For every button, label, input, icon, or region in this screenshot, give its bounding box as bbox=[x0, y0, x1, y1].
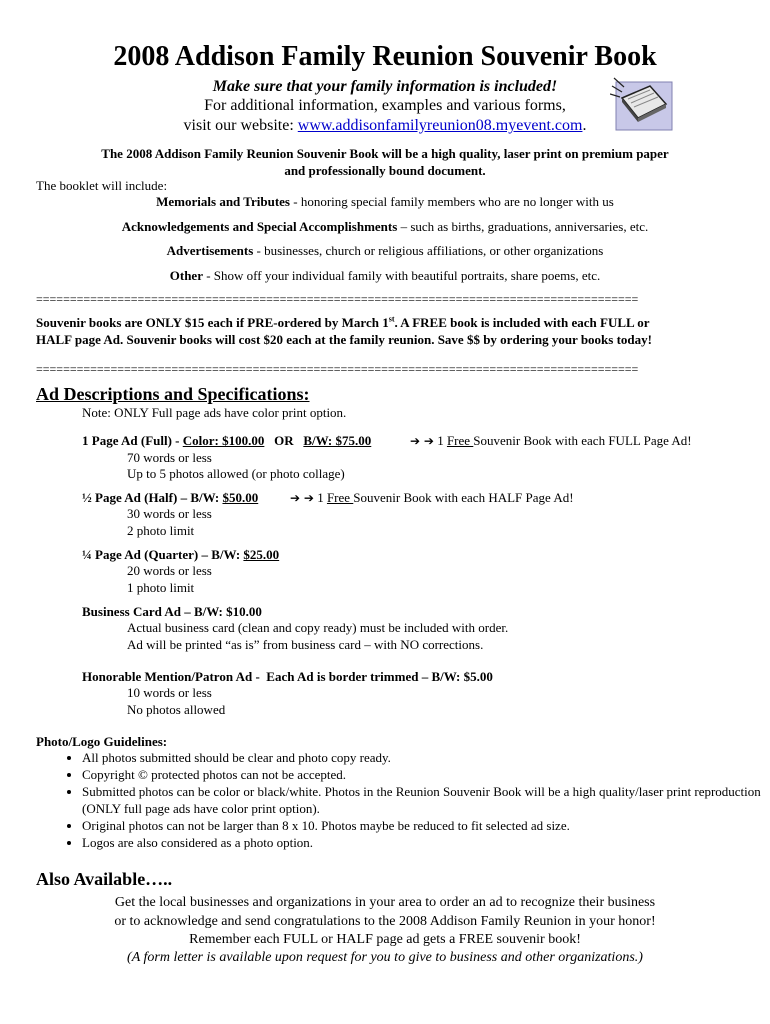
list-item: • Copyright © protected photos can not be accepted. bbox=[82, 766, 770, 783]
include-name: Advertisements bbox=[166, 243, 254, 258]
free-text: Free bbox=[446, 433, 474, 448]
ad-detail: 70 words or less bbox=[127, 450, 212, 465]
ad-full-color-price: Color: $100.00 bbox=[182, 433, 265, 448]
include-name: Acknowledgements and Special Accomplishments bbox=[121, 219, 398, 234]
include-desc: - honoring special family members who are no longer with us bbox=[290, 194, 614, 209]
website-suffix: . bbox=[582, 117, 587, 134]
ad-detail: Ad will be printed “as is” from business card – with NO corrections. bbox=[127, 637, 484, 652]
ad-detail: 20 words or less bbox=[127, 563, 212, 578]
ad-business-heading: Business Card Ad – B/W: $10.00 bbox=[82, 604, 262, 619]
pricing-superscript: st bbox=[388, 314, 395, 324]
book-icon bbox=[610, 72, 674, 132]
ad-detail: 2 photo limit bbox=[127, 523, 195, 538]
ad-quarter-label: ¼ Page Ad (Quarter) – B/W: bbox=[82, 547, 244, 562]
intro-line: and professionally bound document. bbox=[284, 163, 486, 178]
include-name: Other bbox=[169, 268, 203, 283]
bonus-text: Souvenir Book with each HALF Page Ad! bbox=[353, 490, 574, 505]
list-item: • Logos are also considered as a photo option. bbox=[82, 834, 770, 851]
ad-full-or: OR bbox=[264, 433, 304, 448]
photo-guidelines-heading: Photo/Logo Guidelines: bbox=[36, 734, 168, 749]
include-item bbox=[0, 242, 770, 259]
ad-full-bw-price: B/W: $75.00 bbox=[303, 433, 372, 448]
ad-detail: 10 words or less bbox=[127, 685, 212, 700]
list-item: • Submitted photos can be color or black/white. Photos in the Reunion Souvenir Book will be a high quality/laser print reproduction (ONLY full page ads have color print option). bbox=[82, 783, 770, 817]
include-desc: - Show off your individual family with beautiful portraits, share poems, etc. bbox=[202, 268, 601, 283]
ad-full-heading bbox=[82, 432, 371, 449]
ad-detail: Up to 5 photos allowed (or photo collage) bbox=[127, 466, 345, 481]
ad-detail: No photos allowed bbox=[127, 702, 226, 717]
pricing-line bbox=[36, 314, 736, 331]
ad-quarter-price: $25.00 bbox=[243, 547, 280, 562]
pricing-text: Souvenir books are ONLY $15 each if PRE-ordered by March 1 bbox=[36, 315, 389, 330]
form-letter-note: (A form letter is available upon request for you to give to business and other organizations.) bbox=[127, 950, 643, 965]
booklet-label: The booklet will include: bbox=[36, 178, 168, 193]
list-item: • Original photos can not be larger than 8 x 10. Photos maybe be reduced to fit selected ad size. bbox=[82, 817, 770, 834]
tagline: Make sure that your family information is included! bbox=[212, 78, 558, 95]
intro-text bbox=[40, 145, 730, 179]
ad-half-label: ½ Page Ad (Half) – B/W: bbox=[82, 490, 223, 505]
bonus-text: Souvenir Book with each FULL Page Ad! bbox=[473, 433, 692, 448]
website-prefix: visit our website: bbox=[183, 117, 298, 134]
also-line: or to acknowledge and send congratulations to the 2008 Addison Family Reunion in your honor! bbox=[114, 914, 656, 929]
ad-full-label: 1 Page Ad (Full) - bbox=[82, 433, 183, 448]
ad-detail: Actual business card (clean and copy ready) must be included with order. bbox=[127, 620, 509, 635]
list-item: • All photos submitted should be clear and photo copy ready. bbox=[82, 749, 770, 766]
ad-half-heading bbox=[82, 489, 258, 506]
include-item bbox=[0, 267, 770, 284]
include-desc: - businesses, church or religious affiliations, or other organizations bbox=[253, 243, 604, 258]
also-line: Get the local businesses and organizations in your area to order an ad to recognize their business bbox=[114, 895, 656, 910]
pricing-line: HALF page Ad. Souvenir books will cost $20 each at the family reunion. Save $$ by ordering your books today! bbox=[36, 332, 652, 347]
bonus-text: 1 bbox=[433, 433, 447, 448]
photo-guidelines-list bbox=[36, 749, 770, 851]
ad-half-bonus bbox=[290, 489, 574, 507]
website-link[interactable]: www.addisonfamilyreunion08.myevent.com bbox=[297, 117, 583, 134]
include-name: Memorials and Tributes bbox=[156, 194, 290, 209]
ad-full-bonus bbox=[410, 432, 692, 450]
intro-line: The 2008 Addison Family Reunion Souvenir Book will be a high quality, laser print on premium paper bbox=[101, 146, 669, 161]
also-available-heading: Also Available….. bbox=[36, 869, 173, 889]
free-text: Free bbox=[326, 490, 354, 505]
page-title: 2008 Addison Family Reunion Souvenir Book bbox=[113, 41, 657, 72]
include-item bbox=[0, 218, 770, 235]
separator-line: ========================================================================================= bbox=[36, 364, 639, 374]
ad-section-heading: Ad Descriptions and Specifications: bbox=[36, 384, 310, 404]
bonus-text: 1 bbox=[313, 490, 327, 505]
pricing-text: . A FREE book is included with each FULL or bbox=[394, 315, 650, 330]
also-line: Remember each FULL or HALF page ad gets a FREE souvenir book! bbox=[189, 932, 581, 947]
ad-quarter-heading bbox=[82, 546, 279, 563]
include-item bbox=[0, 193, 770, 210]
ad-half-price: $50.00 bbox=[222, 490, 259, 505]
separator-line: ========================================================================================= bbox=[36, 294, 639, 304]
ad-detail: 30 words or less bbox=[127, 506, 212, 521]
ad-detail: 1 photo limit bbox=[127, 580, 195, 595]
ad-honorable-heading: Honorable Mention/Patron Ad - Each Ad is border trimmed – B/W: $5.00 bbox=[82, 669, 493, 684]
arrow-icon: ➔ ➔ bbox=[410, 434, 434, 448]
ad-note: Note: ONLY Full page ads have color print option. bbox=[82, 405, 347, 420]
arrow-icon: ➔ ➔ bbox=[290, 491, 314, 505]
info-line: For additional information, examples and various forms, bbox=[204, 97, 566, 114]
pricing-note bbox=[36, 314, 736, 348]
include-desc: – such as births, graduations, anniversaries, etc. bbox=[397, 219, 649, 234]
